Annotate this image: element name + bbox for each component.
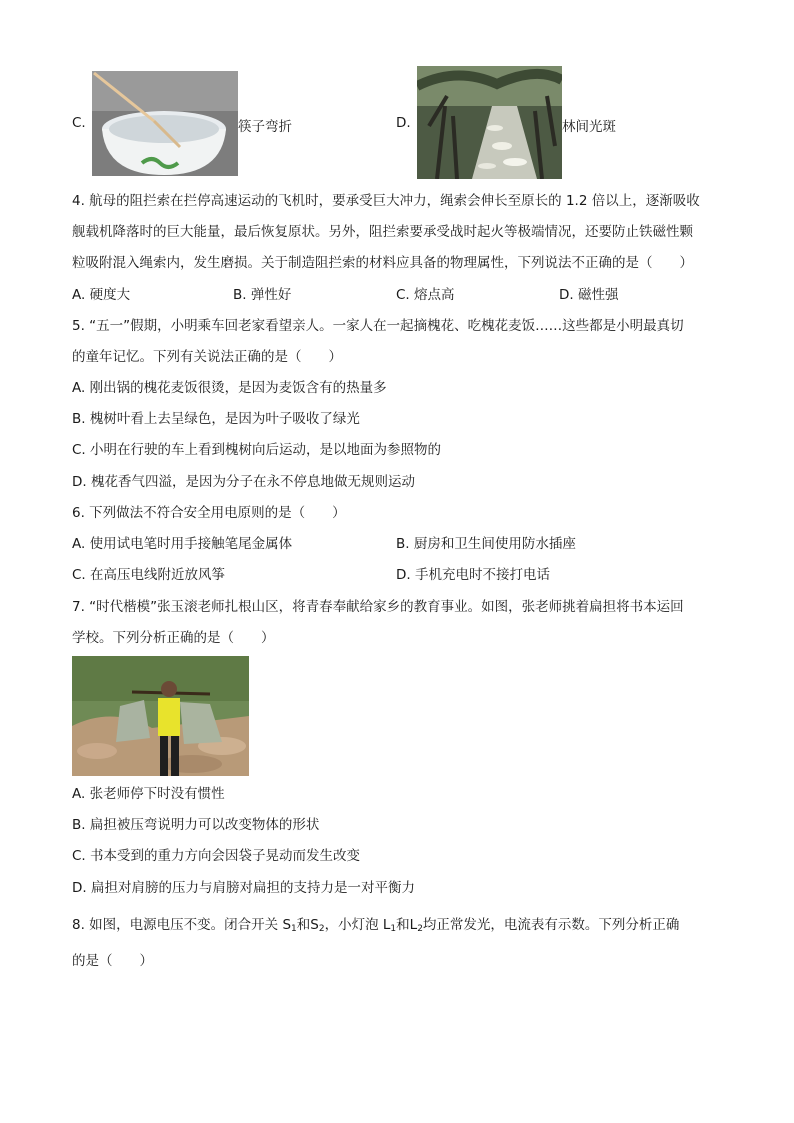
- option-d-caption: 林间光斑: [562, 119, 616, 135]
- q6-option-b: B. 厨房和卫生间使用防水插座: [396, 536, 576, 552]
- q8-stem-post: 均正常发光，电流表有示数。下列分析正确: [422, 917, 680, 933]
- q8-and: 和: [296, 917, 311, 933]
- q8-stem-pre: 8. 如图，电源电压不变。闭合开关: [72, 917, 283, 933]
- q7-stem-line2: 学校。下列分析正确的是（ ）: [72, 630, 275, 646]
- q6-stem: 6. 下列做法不符合安全用电原则的是（ ）: [72, 505, 346, 521]
- q6-option-c: C. 在高压电线附近放风筝: [72, 567, 226, 583]
- q5-option-c: C. 小明在行驶的车上看到槐树向后运动，是以地面为参照物的: [72, 442, 442, 458]
- q7-option-c: C. 书本受到的重力方向会因袋子晃动而发生改变: [72, 848, 361, 864]
- q8-stem-line1: [72, 915, 679, 939]
- option-d-letter: D.: [396, 115, 411, 131]
- q4-stem-line3: 粒吸附混入绳索内，发生磨损。关于制造阻拦索的材料应具备的物理属性，下列说法不正确的是（ ）: [72, 255, 693, 271]
- q4-option-a: A. 硬度大: [72, 287, 131, 303]
- q4-stem-line2: 舰载机降落时的巨大能量，最后恢复原状。另外，阻拦索要承受战时起火等极端情况，还要防止铁磁性颗: [72, 224, 693, 240]
- switch-s1-symbol: $S_1$: [282, 917, 297, 934]
- option-c-letter: C.: [72, 115, 86, 131]
- switch-s2-symbol: $S_2$: [310, 917, 325, 934]
- q4-stem-line1: 4. 航母的阻拦索在拦停高速运动的飞机时，要承受巨大冲力，绳索会伸长至原长的 1.2 倍以上，逐渐吸收: [72, 193, 700, 209]
- q5-option-d: D. 槐花香气四溢，是因为分子在永不停息地做无规则运动: [72, 474, 415, 490]
- q5-option-b: B. 槐树叶看上去呈绿色，是因为叶子吸收了绿光: [72, 411, 360, 427]
- option-c-caption: 筷子弯折: [238, 119, 292, 135]
- q6-option-d: D. 手机充电时不接打电话: [396, 567, 550, 583]
- q5-stem-line1: 5. “五一”假期，小明乘车回老家看望亲人。一家人在一起摘槐花、吃槐花麦饭……这些都是小明最真切: [72, 318, 684, 334]
- q7-option-a: A. 张老师停下时没有惯性: [72, 786, 225, 802]
- q7-option-b: B. 扁担被压弯说明力可以改变物体的形状: [72, 817, 320, 833]
- q4-option-d: D. 磁性强: [559, 287, 619, 303]
- q8-stem-mid: ，小灯泡: [324, 917, 383, 933]
- chopstick-bowl-photo: [92, 71, 238, 176]
- lamp-l2-symbol: $L_2$: [409, 917, 423, 934]
- forest-light-spots-photo: [417, 66, 562, 179]
- q4-option-c: C. 熔点高: [396, 287, 455, 303]
- q7-stem-line1: 7. “时代楷模”张玉滚老师扎根山区，将青春奉献给家乡的教育事业。如图，张老师挑着扁担将书本运回: [72, 599, 684, 615]
- q7-option-d: D. 扁担对肩膀的压力与肩膀对扁担的支持力是一对平衡力: [72, 880, 415, 896]
- q5-option-a: A. 刚出锅的槐花麦饭很烫，是因为麦饭含有的热量多: [72, 380, 387, 396]
- q4-option-b: B. 弹性好: [233, 287, 292, 303]
- q5-stem-line2: 的童年记忆。下列有关说法正确的是（ ）: [72, 349, 342, 365]
- lamp-l1-symbol: $L_1$: [382, 917, 397, 934]
- q6-option-a: A. 使用试电笔时用手接触笔尾金属体: [72, 536, 293, 552]
- q8-and-2: 和: [396, 917, 410, 933]
- teacher-carrying-pole-photo: [72, 656, 249, 776]
- q8-stem-line2: 的是（ ）: [72, 953, 153, 969]
